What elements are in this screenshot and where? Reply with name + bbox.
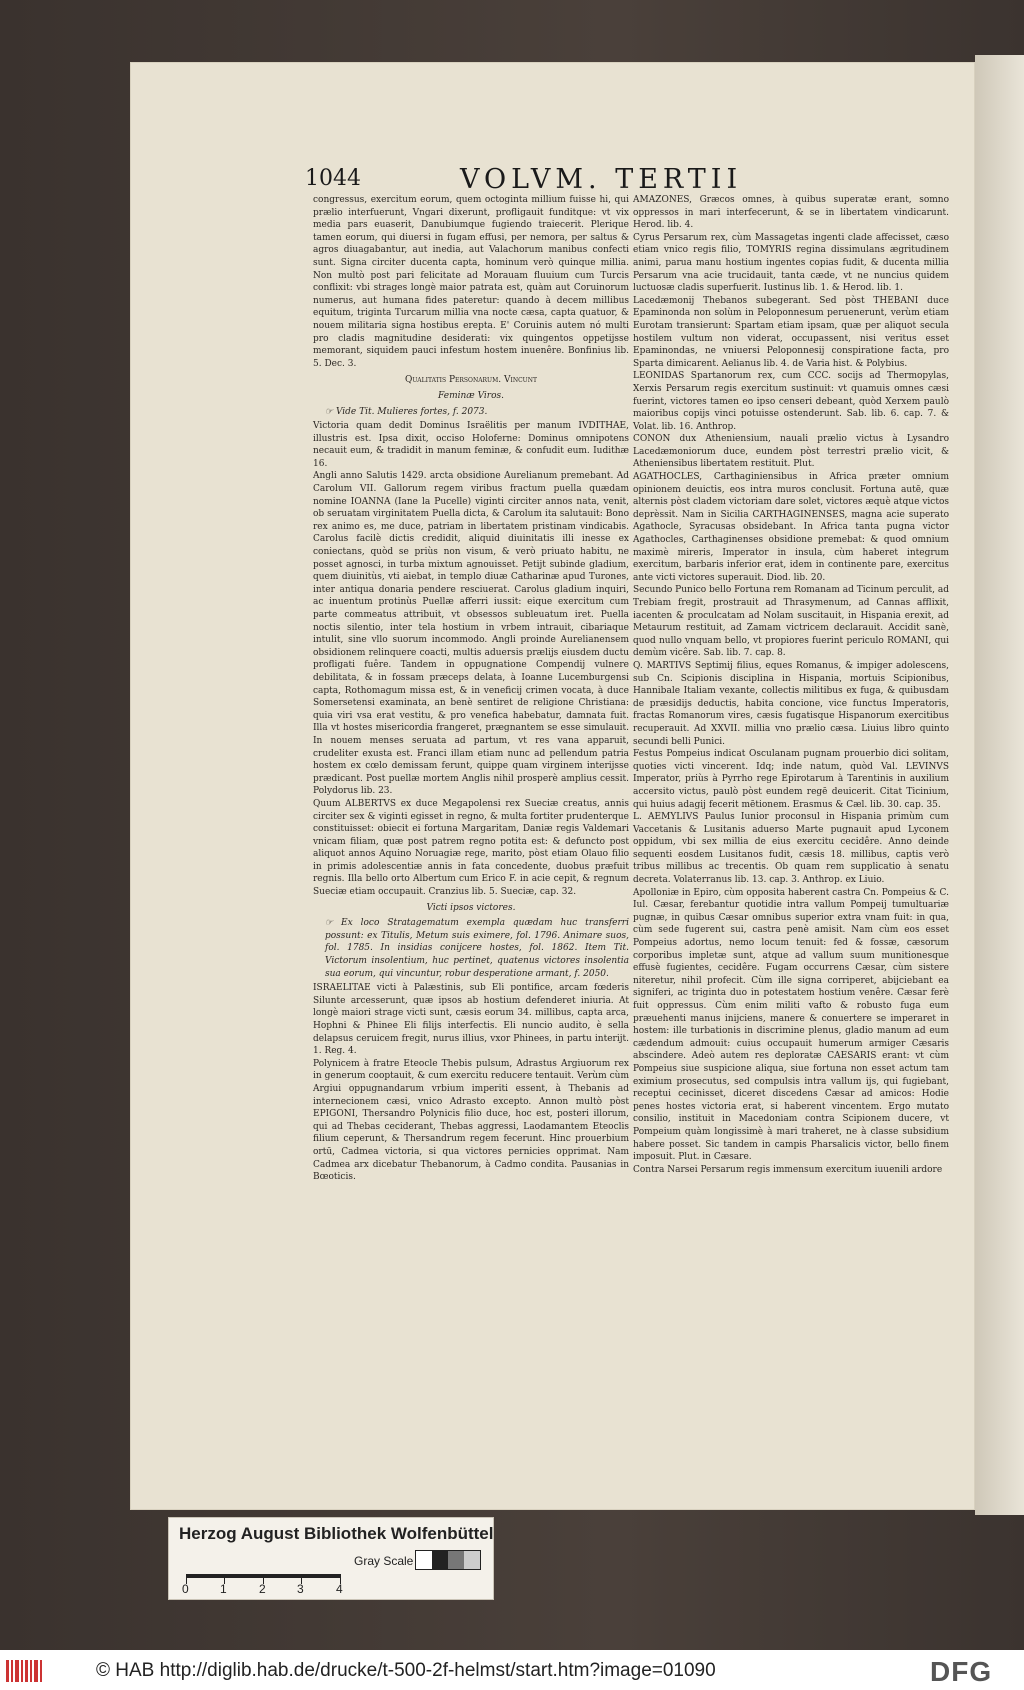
paragraph: ISRAELITAE victi à Palæstinis, sub Eli pontifice, arcam fœderis Silunte arcesserunt, quæ ipsos ab hostium defenderet iniuria. At longè maiori strage victi sunt, cæsis eorum 34. millibus, capta arca, Hophni & Phinee Eli filijs interfectis. Eli nuncio audito, è sella delapsus ceruicem fregit, nurus illius, vxor Phinees, in partu interijt. 1. Reg. 4. (313, 983, 629, 1057)
page-header (305, 166, 760, 196)
paragraph: Victoria quam dedit Dominus Israëlitis per manum IVDITHAE, illustris est. Ipsa dixit, occiso Holoferne: Dominus omnipotens necauit eum, & tradidit in manum feminæ, & confudit eum. Iudithæ 16. (313, 421, 629, 469)
paragraph: Apolloniæ in Epiro, cùm opposita haberent castra Cn. Pompeius & C. Iul. Cæsar, ferebantur quotidie intra vallum Pompeij tumultuariæ pugnæ, in quibus Cæsar omnibus superior extra vnam fuit: in qua, cùm sede fugerent sui, castra penè amisit. Nam cùm eos esset Pompeius adortus, nemo locum tenuit: fed & fossæ, cæsorum corporibus impletæ sunt, atque ad vallum suum munitionesque effusè fugientes, cecidêre. Fugam occurrens Cæsar, cùm sistere niteretur, nihil profecit. Cùm ille signa corriperet, abijciebant ea signiferi, ac triginta duo in potestatem hostium venêre. Cæsar ferè fuit oppressus. Cùm enim militi vafto & robusto fuga eum præuehenti manus inijciens, manere & conuertere se imperaret in hostem: ille turbationis in discrimine plenus, gladio manum ad eum cædendum admouit: cuius occupauit humerum armiger Cæsaris abscindere. Adeò autem res deploratæ CAESARIS erant: vt cùm Pompeius siue suspicione aliqua, siue fortuna non esset actum tam eximium prosecutus, sed compulsis intra vallum ijs, qui fugiebant, receptui cecinisset, diceret discedens Cæsar ad amicos: Hodie penes hostes victoria erat, si haberent vincentem. Ergo mutato consilio, instituit in Macedoniam contra Scipionem ducere, vt Pompeium quàm longissimè à mari traheret, ne à classe subsidium habere posset. Sic tandem in campis Pharsalicis victor, bello finem imposuit. Plut. in Cæsare. (633, 887, 949, 1163)
paragraph: CONON dux Atheniensium, nauali prælio victus à Lysandro Lacedæmoniorum duce, eundem pòst terrestri prælio vicit, & Atheniensibus libertatem restituit. Plut. (633, 434, 949, 470)
gray-scale-swatches (415, 1550, 481, 1570)
subsection-title: Feminæ Viros. (437, 390, 505, 401)
library-color-target (168, 1517, 494, 1600)
paragraph: Angli anno Salutis 1429. arcta obsidione Aurelianum premebant. Ad Carolum VII. Gallorum regem viribus fractum puella quædam nomine IOANNA (Iane la Pucelle) viginti circiter annos nata, venit, ob seruatam virginitatem Puella dicta, & Carolum ita salutauit: Bono rex animo es, me duce, patriam in libertatem pristinam vindicabis. Carolus facilè dictis credidit, aliquid diuinitatis illi inesse ex coniectans, quòd se priùs non visum, & verò priuato habitu, ne posset agnosci, in turba mixtum agnouisset. Petijt subinde gladium, quem diuinitùs, vti aiebat, in templo diuæ Catharinæ apud Turones, inter antiqua donaria pendere resciuerat. Carolus gladium inquiri, ac inuentum protinùs Puellæ afferri iussit: eique exercitum cum parte commeatus attribuit, vt obsessos subleuatum iret. Puella noctis silentio, inter tela hostium in vrbem intrauit, cibariaque intulit, sine vllo suorum incommodo. Angli proinde Aurelianensem obsidionem relinquere coacti, multis aduersis prælijs eiusdem ductu profligati fuêre. Tandem in oppugnatione Compendij vulnere debilitata, & in fossam præceps delata, à Ioanne Lucemburgensi capta, Rothomagum missa est, & in veneficij crimen vocata, à duce Somersetensi examinata, an benè sentiret de religione Christiana: quia viri vsa erat vestitu, & pro venefica habebatur, damnata fuit. Illa vt hostes misericordia frangeret, prægnantem se esse simulauit. In nouem menses seruata ad partum, vt res vana apparuit, crudeliter exusta est. Franci illam etiam nunc ad pellendum patria hostem ex cœlo demissam ferunt, quippe quam virginem interijsse prædicant. Post puellæ mortem Anglis nihil prosperè amplius cessit. Polydorus lib. 23. (313, 471, 629, 797)
cross-reference-text: Ex loco Stratagematum exempla quædam huc transferri possunt: ex Titulis, Metum suis eximere, fol. 1796. Animare suos, fol. 1785. In insidias conijcere hostes, fol. 1862. Item Tit. Victorum insolentium, huc pertinet, quatenus victores insolentia sua eorum, qui vincuntur, robur desperatione armant, f. 2050. (325, 918, 629, 979)
folio-number: 1044 (305, 166, 361, 191)
cross-reference-text: Vide Tit. Mulieres fortes, f. 2073. (335, 406, 488, 417)
scale-number: 3 (297, 1582, 304, 1596)
cross-reference (325, 917, 629, 980)
paragraph: Contra Narsei Persarum regis immensum exercitum iuuenili ardore (633, 1164, 943, 1175)
scale-number: 4 (336, 1582, 343, 1596)
paragraph: Q. MARTIVS Septimij filius, eques Romanus, & impiger adolescens, sub Cn. Scipionis disciplina in Hispania, mortuis Scipionibus, Hannibale Italiam vexante, collectis militibus ex fuga, & quibusdam de præsidijs deductis, habita concione, vice functus Imperatoris, fractas Romanorum vires, cæsis fugatisque Hispanorum exercitibus recuperauit. Ad XXVII. millia vno prælio cæsa. Liuius libro quinto secundi belli Punici. (633, 660, 949, 747)
swatch-white (416, 1551, 432, 1569)
pointing-hand-icon: ☞ (325, 918, 342, 929)
section-title: Qualitatis Personarum. Vincunt (405, 375, 537, 386)
paragraph: Quum ALBERTVS ex duce Megapolensi rex Sueciæ creatus, annis circiter sex & viginti egisset in regno, & multa fortiter prudenterque constituisset: obiecit ei fortuna Margaritam, Daniæ regis Valdemari vnicam filiam, quæ post patrem regno potita est: & defuncto post aliquot annos Aquino Noruagiæ rege, marito, pòst etiam Olauo filio in primis adolescentiæ annis in fata concedente, duobus præfuit regnis. Illa bello orto Albertum cum Erico F. in acie cepit, & regnum Sueciæ etiam occupauit. Cranzius lib. 5. Sueciæ, cap. 32. (313, 798, 629, 898)
right-column (633, 194, 949, 1306)
running-head: VOLVM. TERTII (460, 164, 743, 195)
paragraph: Secundo Punico bello Fortuna rem Romanam ad Ticinum perculit, ad Trebiam fregit, prostrauit ad Thrasymenum, ad Cannas afflixit, iacenten & proculcatam ad Nolam suscitauit, in Hispania erexit, ad Metaurum restituit, ad Zamam victricem declarauit. Accidit sanè, quod nullo vnquam bello, vt propiores fuerint periculo ROMANI, qui demùm vicêre. Sab. lib. 7. cap. 8. (633, 585, 949, 659)
library-name: Herzog August Bibliothek Wolfenbüttel (179, 1524, 494, 1543)
left-column (313, 194, 629, 1304)
paragraph: Polynicem à fratre Eteocle Thebis pulsum, Adrastus Argiuorum rex in generum cooptauit, & cum exercitu reducere tentauit. Verùm cùm Argiui oppugnandarum vrbium imperiti essent, à Thebanis ad internecionem cæsi, vnico Adrasto excepto. Annon multò pòst EPIGONI, Thersandro Polynicis filio duce, hoc est, posteri illorum, qui ad Thebas ceciderant, Thebas aggressi, Laodamantem Eteoclis filium ceperunt, & Thersandrum regem fecerunt. Hinc prouerbium ortū, Cadmea victoria, si qua victores pernicies opprimat. Nam Cadmea arx dicebatur Thebanorum, à Cadmo condita. Pausanias in Bœoticis. (313, 1058, 629, 1183)
footer-link[interactable]: © HAB http://diglib.hab.de/drucke/t-500-2f-helmst/start.htm?image=01090 (96, 1660, 716, 1681)
scale-number: 0 (182, 1582, 189, 1596)
swatch-light-gray (464, 1551, 480, 1569)
gray-scale-label: Gray Scale (354, 1554, 414, 1568)
paragraph: Festus Pompeius indicat Osculanam pugnam prouerbio dici solitam, quoties victi vincerent. Idq; inde natum, quòd Val. LEVINVS Imperator, priùs à Pyrrho rege Epirotarum à Tarentinis in auxilium accersito victus, paulò pòst eundem regē deuicerit. Citat Ticinium, qui huius adagij fecerit mētionem. Erasmus & Cæl. lib. 30. cap. 35. (633, 749, 949, 810)
paragraph: Lacedæmonij Thebanos subegerant. Sed pòst THEBANI duce Epaminonda non solùm in Peloponnesum peruenerunt, verùm etiam Eurotam transierunt: Spartam etiam ipsam, quæ per aliquot secula hostilem vultum non viderat, occupassent, nisi veritus esset Epaminondas, ne vniuersi Peloponnesij conspiratione facta, pro Sparta dimicarent. Aelianus lib. 4. de Varia hist. & Polybius. (633, 295, 949, 369)
subsection-title: Victi ipsos victores. (426, 902, 516, 913)
dfg-logo: DFG (930, 1656, 993, 1687)
swatch-black (432, 1551, 448, 1569)
paragraph: L. AEMYLIVS Paulus Iunior proconsul in Hispania primùm cum Vaccetanis & Lusitanis aduerso Marte pugnauit apud Lyconem oppidum, vbi sex millia de eius exercitu cecidêre. Anno deinde sequenti eosdem Lusitanos fudit, cæsis 18. millibus, captis verò tribus millibus ac trecentis. Ob quam rem supplicatio à senatu decreta. Volaterranus lib. 13. cap. 3. Anthrop. ex Liuio. (633, 812, 949, 886)
scale-numbers (179, 1582, 359, 1596)
paragraph: LEONIDAS Spartanorum rex, cum CCC. socijs ad Thermopylas, Xerxis Persarum regis exercitum sustinuit: vt quamuis omnes cæsi fuerint, victores tamen eo ipso censeri debeant, quòd Xerxem paulò maioribus copijs vinci potuisse ostenderunt. Sab. lib. 6. cap. 7. & Volat. lib. 16. Anthrop. (633, 371, 949, 432)
paragraph: AMAZONES, Græcos omnes, à quibus superatæ erant, somno oppressos in mari interfecerunt, & se in libertatem vindicarunt. Herod. lib. 4. (633, 195, 949, 231)
facing-page-edge (975, 55, 1024, 1515)
pointing-hand-icon: ☞ (325, 406, 336, 417)
scale-number: 2 (259, 1582, 266, 1596)
swatch-gray (448, 1551, 464, 1569)
footer-bar (0, 1650, 1024, 1690)
paragraph: congressus, exercitum eorum, quem octoginta millium fuisse hi, qui prælio interfuerunt, Vngari dixerunt, profligauit funditque: vt vix media pars euaserit, Danubiumque fugiendo traiecerit. Plerique tamen eorum, qui diuersi in fugam effusi, per nemora, per saltus & agros diuagabantur, aut inedia, aut Valachorum manibus confecti sunt. Signa circiter ducenta capta, hominum verò quinque millia. Non multò post pari felicitate ad Morauam fluuium cum Turcis conflixit: vbi strages longè maior patrata est, quàm aut Coruinorum numerus, aut humana fides pateretur: quando à decem millibus equitum, triginta Turcarum millia vna nocte cæsa, capta quatuor, & nouem militaria signa hostibus erepta. E' Coruinis autem nó multi pro cladis magnitudine desiderati: vix quingentos oppetijsse memorant, siquidem pauci infestum hostem inuenêre. Bonfinius lib. 5. Dec. 3. (313, 195, 629, 369)
paragraph: Cyrus Persarum rex, cùm Massagetas ingenti clade affecisset, cæso etiam vnico regis filio, TOMYRIS regina dissimulans ægritudinem animi, parua manu hostium ingentes copias fudit, & ducenta millia Persarum vna acie trucidauit, tanta cæde, vt ne nuncius quidem luctuosæ cladis superfuerit. Iustinus lib. 1. & Herod. lib. 1. (633, 232, 949, 294)
cross-reference (325, 406, 629, 419)
paragraph: AGATHOCLES, Carthaginiensibus in Africa præter omnium opinionem deuictis, eos intra muros conclusit. Fortuna autē, quæ alternis pòst cladem victoriam dare solet, victores æquè atque victos deprèssit. Nam in Sicilia CARTHAGINENSES, magna acie superato Agathocle, Syracusas obsidebant. In Africa tanta pugna victor Agathocles, Carthaginenses obsidione premebat: & quod omnium maximè mireris, Imperator in insula, cùm haberet integrum exercitum, barbaris inferior erat, idem in continente pare, exercitus ante victi victores superauit. Diod. lib. 20. (633, 472, 949, 583)
barcode-icon (6, 1660, 46, 1682)
scale-number: 1 (220, 1582, 227, 1596)
